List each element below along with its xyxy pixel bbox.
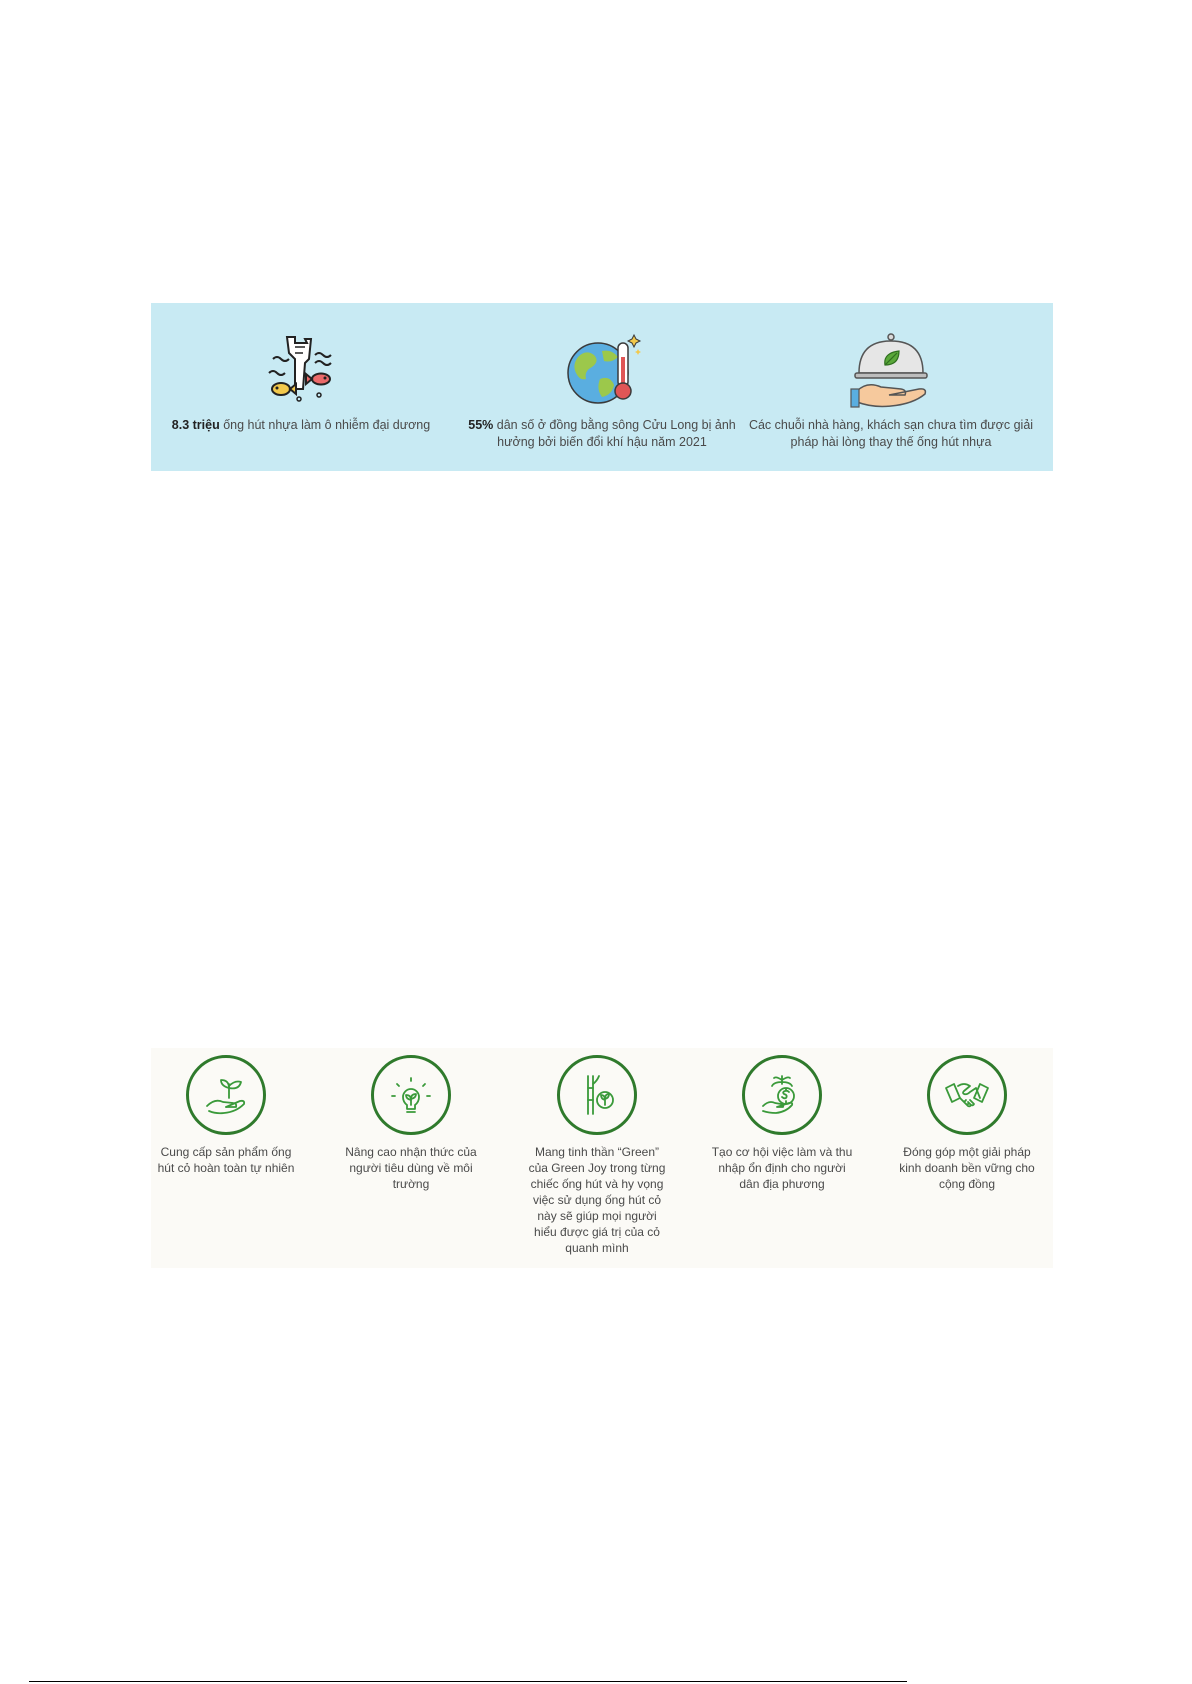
eco-lightbulb-icon: [388, 1072, 434, 1118]
mission-icon-circle: [557, 1055, 637, 1135]
mission-item-awareness: [336, 1048, 486, 1192]
problem-text: dân số ở đồng bằng sông Cửu Long bị ảnh hưởng bởi biến đổi khí hậu năm 2021: [493, 418, 736, 449]
handshake-icon: [944, 1072, 990, 1118]
mission-item-local-jobs: [707, 1048, 857, 1192]
global-warming-icon: [560, 329, 644, 413]
mission-icon-circle: [186, 1055, 266, 1135]
mission-icon-circle: [927, 1055, 1007, 1135]
problem-item-climate: [452, 303, 752, 471]
mission-text: Tạo cơ hội việc làm và thu nhập ổn định cho người dân địa phương: [711, 1145, 853, 1191]
mission-strip: [151, 1048, 1053, 1268]
problem-item-ocean: [151, 303, 451, 471]
problem-stat: 55%: [468, 418, 494, 432]
problem-stat: 8.3 triệu: [171, 418, 220, 432]
mission-text: Mang tinh thần “Green” của Green Joy trong từng chiếc ống hút và hy vọng việc sử dụng ống hút cỏ này sẽ giúp mọi người hiểu được giá trị của cỏ quanh mình: [528, 1145, 666, 1255]
mission-item-natural-straws: [151, 1048, 301, 1176]
ocean-pollution-icon: [259, 329, 343, 413]
footer-rule: [29, 1681, 907, 1682]
mission-icon-circle: [742, 1055, 822, 1135]
problem-banner: [151, 303, 1053, 471]
mission-item-sustainable: [892, 1048, 1042, 1192]
mission-text: Cung cấp sản phẩm ống hút cỏ hoàn toàn tự nhiên: [157, 1145, 295, 1175]
income-hand-icon: [759, 1072, 805, 1118]
mission-item-green-spirit: [522, 1048, 672, 1256]
mission-text: Đóng góp một giải pháp kinh doanh bền vững cho cộng đồng: [899, 1145, 1035, 1191]
mission-icon-circle: [371, 1055, 451, 1135]
mission-text: Nâng cao nhận thức của người tiêu dùng về môi trường: [345, 1145, 477, 1191]
problem-text: ống hút nhựa làm ô nhiễm đại dương: [219, 418, 431, 432]
problem-text: Các chuỗi nhà hàng, khách sạn chưa tìm được giải pháp hài lòng thay thế ống hút nhựa: [748, 418, 1034, 449]
problem-item-restaurants: [741, 303, 1041, 471]
sprout-hand-icon: [203, 1072, 249, 1118]
grass-straw-icon: [574, 1072, 620, 1118]
serving-hand-icon: [849, 329, 933, 413]
